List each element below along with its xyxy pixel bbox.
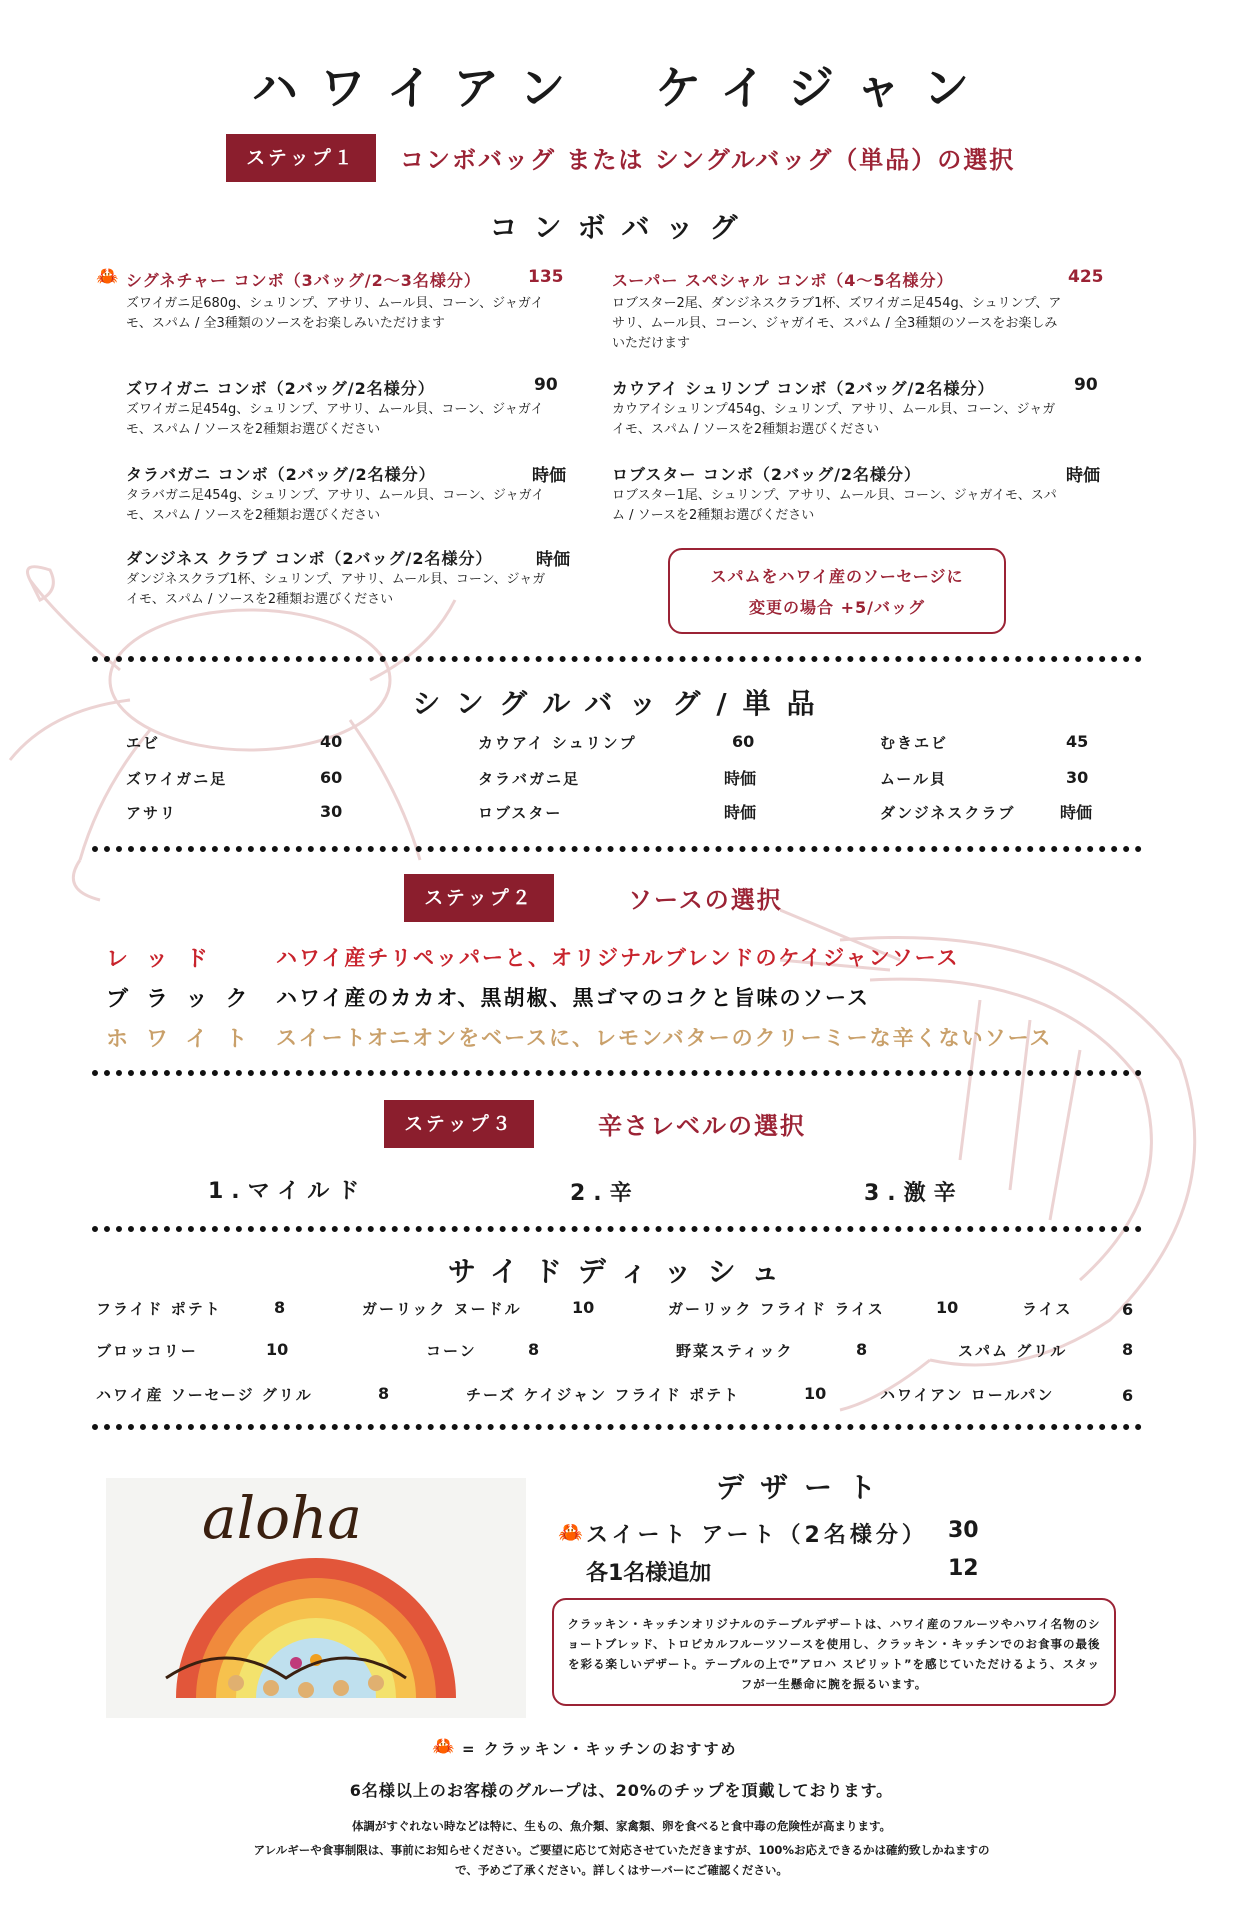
footer-allergy: アレルギーや食事制限は、事前にお知らせください。ご要望に応じて対応させていただきますが、100%お応えできるかは確約致しかねますの xyxy=(253,1843,990,1857)
combo-item-price: 135 xyxy=(528,267,564,287)
side-item-name: ハワイ産 ソーセージ グリル xyxy=(96,1386,313,1404)
sauce-name: ブラック xyxy=(106,987,266,1012)
single-item-price: 60 xyxy=(320,768,343,787)
single-item-price: 30 xyxy=(320,802,343,821)
single-item-name: ムール貝 xyxy=(880,770,947,788)
side-item-price: 6 xyxy=(1122,1386,1134,1405)
dessert-photo-script: aloha xyxy=(202,1484,362,1552)
spam-note-box xyxy=(668,548,1006,634)
combo-item-name: ズワイガニ コンボ（2バッグ/2名様分） xyxy=(126,379,435,398)
combo-item-name: スーパー スペシャル コンボ（4〜5名様分） xyxy=(612,271,954,290)
sauce-name: ホワイト xyxy=(106,1027,266,1052)
side-item-name: ハワイアン ロールパン xyxy=(880,1386,1055,1404)
dessert-item-price: 30 xyxy=(948,1518,979,1543)
dessert-item-name: スイート アート（2名様分） xyxy=(586,1523,928,1548)
combo-item-price: 時価 xyxy=(532,466,566,486)
combo-heading: コンボバッグ xyxy=(489,211,754,244)
spice-level: 2.辛 xyxy=(570,1181,640,1206)
side-item-price: 8 xyxy=(856,1340,868,1359)
side-item-price: 6 xyxy=(1122,1300,1134,1319)
side-item-name: ブロッコリー xyxy=(96,1342,198,1360)
dessert-description-box xyxy=(552,1598,1116,1706)
spice-level: 1.マイルド xyxy=(208,1179,368,1204)
single-item-name: ダンジネスクラブ xyxy=(880,804,1016,822)
divider xyxy=(92,1424,1142,1430)
single-item-price: 時価 xyxy=(724,769,757,788)
side-item-name: ライス xyxy=(1022,1300,1073,1318)
step3-text: 辛さレベルの選択 xyxy=(598,1112,806,1140)
footer-legend: = クラッキン・キッチンのおすすめ xyxy=(462,1740,738,1758)
side-item-price: 10 xyxy=(572,1298,595,1317)
side-item-name: 野菜スティック xyxy=(676,1342,794,1360)
side-item-price: 8 xyxy=(528,1340,540,1359)
combo-item-price: 90 xyxy=(534,375,558,395)
single-item-name: むきエビ xyxy=(880,734,949,752)
single-item-price: 45 xyxy=(1066,732,1089,751)
side-item-name: チーズ ケイジャン フライド ポテト xyxy=(466,1386,741,1404)
combo-item-desc: カウアイシュリンプ454g、シュリンプ、アサリ、ムール貝、コーン、ジャガイモ、スパム / ソースを2種類お選びください xyxy=(612,402,1056,437)
divider xyxy=(92,846,1142,852)
single-item-price: 30 xyxy=(1066,768,1089,787)
divider xyxy=(92,1226,1142,1232)
sauce-desc: スイートオニオンをベースに、レモンバターのクリーミーな辛くないソース xyxy=(276,1026,1053,1050)
combo-item-name: タラバガニ コンボ（2バッグ/2名様分） xyxy=(126,465,436,484)
single-item-name: エビ xyxy=(126,734,161,752)
single-item-name: アサリ xyxy=(126,804,178,822)
combo-item-desc: タラバガニ足454g、シュリンプ、アサリ、ムール貝、コーン、ジャガイモ、スパム / ソースを2種類お選びください xyxy=(126,488,545,523)
step1-text: コンボバッグ または シングルバッグ（単品）の選択 xyxy=(400,146,1016,174)
step2-text: ソースの選択 xyxy=(628,886,783,914)
side-item-price: 8 xyxy=(274,1298,286,1317)
single-item-name: ロブスター xyxy=(478,804,563,822)
sauce-desc: ハワイ産チリペッパーと、オリジナルブレンドのケイジャンソース xyxy=(276,946,960,970)
combo-item-price: 時価 xyxy=(1066,466,1100,486)
side-item-name: フライド ポテト xyxy=(96,1300,222,1318)
side-item-price: 8 xyxy=(1122,1340,1134,1359)
side-item-name: ガーリック フライド ライス xyxy=(668,1300,885,1318)
step3-badge: ステップ３ xyxy=(384,1100,534,1148)
single-item-name: タラバガニ足 xyxy=(478,770,581,788)
side-item-price: 10 xyxy=(266,1340,289,1359)
combo-item-name: ダンジネス クラブ コンボ（2バッグ/2名様分） xyxy=(126,549,493,568)
footer-warning: 体調がすぐれない時などは特に、生もの、魚介類、家禽類、卵を食べると食中毒の危険性が高まります。 xyxy=(351,1819,892,1833)
combo-item-desc: ロブスター2尾、ダンジネスクラブ1杯、ズワイガニ足454g、シュリンプ、アサリ、ムール貝、コーン、ジャガイモ、スパム / 全3種類のソースをお楽しみいただけます xyxy=(612,296,1062,351)
dessert-photo xyxy=(106,1478,526,1718)
combo-item-desc: ダンジネスクラブ1杯、シュリンプ、アサリ、ムール貝、コーン、ジャガイモ、スパム / ソースを2種類お選びください xyxy=(126,572,546,607)
side-item-price: 8 xyxy=(378,1384,390,1403)
dessert-item-price: 12 xyxy=(948,1556,979,1581)
side-item-name: ガーリック ヌードル xyxy=(362,1300,522,1318)
combo-item-desc: ズワイガニ足454g、シュリンプ、アサリ、ムール貝、コーン、ジャガイモ、スパム / ソースを2種類お選びください xyxy=(126,402,544,437)
combo-item-desc: ズワイガニ足680g、シュリンプ、アサリ、ムール貝、コーン、ジャガイモ、スパム / 全3種類のソースをお楽しみいただけます xyxy=(126,296,544,331)
crab-watermark-icon xyxy=(0,560,460,920)
single-heading: シングルバッグ/単品 xyxy=(412,687,831,720)
crab-icon: 🦀 xyxy=(96,266,119,287)
combo-item-desc: ロブスター1尾、シュリンプ、アサリ、ムール貝、コーン、ジャガイモ、スパム / ソースを2種類お選びください xyxy=(612,488,1057,523)
combo-item-name: シグネチャー コンボ（3バッグ/2〜3名様分） xyxy=(126,271,481,290)
dessert-item-name: 各1名様追加 xyxy=(586,1561,712,1586)
side-item-price: 10 xyxy=(936,1298,959,1317)
single-item-price: 60 xyxy=(732,732,755,751)
step1-badge: ステップ１ xyxy=(226,134,376,182)
sauce-desc: ハワイ産のカカオ、黒胡椒、黒ゴマのコクと旨味のソース xyxy=(276,986,871,1010)
single-item-price: 時価 xyxy=(724,803,757,822)
combo-item-name: カウアイ シュリンプ コンボ（2バッグ/2名様分） xyxy=(612,379,995,398)
side-item-name: スパム グリル xyxy=(958,1342,1068,1360)
single-item-name: カウアイ シュリンプ xyxy=(478,734,637,752)
single-item-name: ズワイガニ足 xyxy=(126,770,228,788)
spam-note-line: スパムをハワイ産のソーセージに xyxy=(710,567,964,586)
divider xyxy=(92,1070,1142,1076)
spice-level: 3.激辛 xyxy=(864,1181,964,1206)
single-item-price: 40 xyxy=(320,732,343,751)
dessert-description: クラッキン・キッチンオリジナルのテーブルデザートは、ハワイ産のフルーツやハワイ名物のショートブレッド、トロピカルフルーツソースを使用し、クラッキン・キッチンでのお食事の最後を彩る楽しいデザート。テーブルの上で”アロハ スピリット”を感じていただけるよう、スタッフが一生懸命に腕を振るいます。 xyxy=(567,1617,1101,1691)
step2-badge: ステップ２ xyxy=(404,874,554,922)
combo-item-price: 425 xyxy=(1068,267,1104,287)
crab-icon: 🦀 xyxy=(432,1736,455,1757)
side-item-price: 10 xyxy=(804,1384,827,1403)
footer-tip: 6名様以上のお客様のグループは、20%のチップを頂戴しております。 xyxy=(349,1781,894,1800)
spam-note-line: 変更の場合 +5/バッグ xyxy=(749,598,925,617)
sauce-name: レッド xyxy=(106,947,226,972)
sides-heading: サイドディッシュ xyxy=(447,1255,796,1288)
combo-item-price: 90 xyxy=(1074,375,1098,395)
combo-item-price: 時価 xyxy=(536,550,570,570)
single-item-price: 時価 xyxy=(1060,803,1093,822)
dessert-heading: デザート xyxy=(716,1471,893,1504)
side-item-name: コーン xyxy=(426,1342,477,1360)
divider xyxy=(92,656,1142,662)
combo-item-name: ロブスター コンボ（2バッグ/2名様分） xyxy=(612,465,922,484)
footer-allergy: で、予めご了承ください。詳しくはサーバーにご確認ください。 xyxy=(455,1863,788,1877)
page-title: ハワイアン ケイジャン xyxy=(251,61,992,115)
crab-icon: 🦀 xyxy=(558,1520,583,1544)
